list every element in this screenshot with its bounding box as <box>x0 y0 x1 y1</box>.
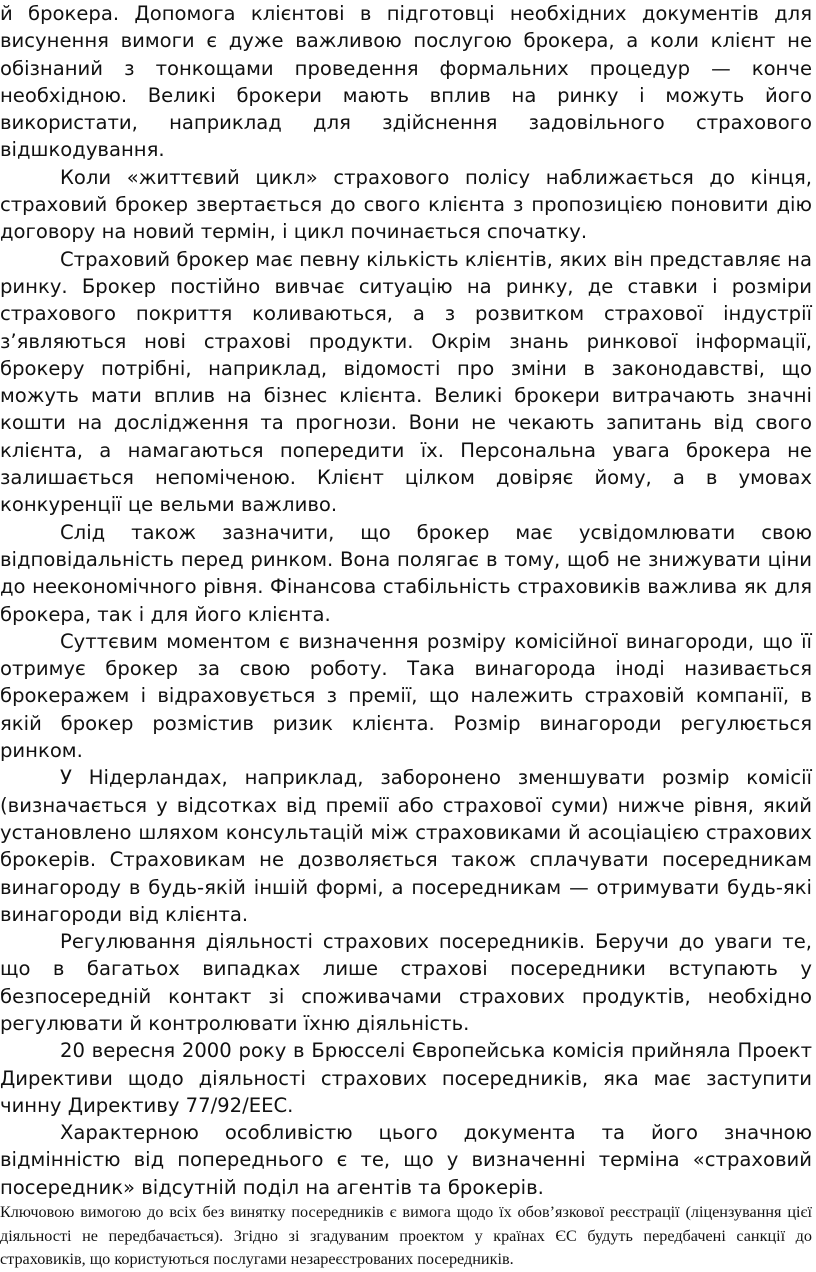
paragraph-broker-clients: Страховий брокер має певну кількість клієнтів, яких він представляє на ринку. Брокер постійно вивчає ситуацію на ринку, де ставки і розміри страхового покриття коливаються, а з розвитком страхової індустрії з’являються нові страхові продукти. Окрім знань ринкової інформації, брокеру потрібні, наприклад, відомості про зміни в законодавстві, що можуть мати вплив на бізнес клієнта. Великі брокери витрачають значні кошти на дослідження та прогнози. Вони не чекають запитань від свого клієнта, а намагаються попередити їх. Персональна увага брокера не залишається непоміченою. Клієнт цілком довіряє йому, а в умовах конкуренції це вельми важливо. <box>0 247 812 517</box>
paragraph-broker-market-responsibility: Слід також зазначити, що брокер має усвідомлювати свою відповідальність перед ринком. Вона полягає в тому, щоб не знижувати ціни до неекономічного рівня. Фінансова стабільність страховиків важлива як для брокера, так і для його клієнта. <box>0 520 812 626</box>
paragraph-document-feature: Характерною особливістю цього документа та його значною відмінністю від попереднього є те, що у визначенні терміна «страховий посередник» відсутній поділ на агентів та брокерів. <box>0 1121 812 1199</box>
paragraph-brussels-directive: 20 вересня 2000 року в Брюсселі Європейська комісія прийняла Проект Директиви щодо діяльності страхових посередників, яка має заступити чинну Директиву 77/92/ЕЕС. <box>0 1039 812 1117</box>
paragraph-commission: Суттєвим моментом є визначення розміру комісійної винагороди, що її отримує брокер за свою роботу. Така винагорода іноді називається брокеражем і відраховується з премії, що належить страховій компанії, в якій брокер розмістив ризик клієнта. Розмір винагороди регулюється ринком. <box>0 629 812 763</box>
paragraph-netherlands: У Нідерландах, наприклад, заборонено зменшувати розмір комісії (визначається у відсотках від премії або страхової суми) нижче рівня, який установлено шляхом консультацій між страховиками й асоціацією страхових брокерів. Страховикам не дозволяється також сплачувати посередникам винагороду в будь-якій іншій формі, а посередникам — отримувати будь-які винагороди від клієнта. <box>0 766 812 926</box>
paragraph-registration: Ключовою вимогою до всіх без винятку посередників є вимога щодо їх обов’язкової реєстрації (ліцензування цієї діяльності не передбачається). Згідно зі згадуваним проектом у країнах ЄС будуть передбачені санкції до страховиків, що користуються послугами незареєстрованих посередників. <box>0 1203 812 1269</box>
paragraph-broker-claims-help: й брокера. Допомога клієнтові в підготовці необхідних документів для висунення вимоги є дуже важливою послугою брокера, а коли клієнт не обізнаний з тонкощами проведення формальних процедур — конче необхідною. Великі брокери мають вплив на ринку і можуть його використати, наприклад для здійснення задовільного страхового відшкодування. <box>0 2 812 162</box>
registration-paragraph-block <box>0 1201 812 1272</box>
paragraph-regulation: Регулювання діяльності страхових посередників. Беручи до уваги те, що в багатьох випадках лише страхові посередники вступають у безпосередній контакт зі споживачами страхових продуктів, необхідно регулювати й контролювати їхню діяльність. <box>0 930 812 1035</box>
paragraph-policy-life-cycle: Коли «життєвий цикл» страхового полісу наближається до кінця, страховий брокер звертається до свого клієнта з пропозицією поновити дію договору на новий термін, і цикл починається спочатку. <box>0 165 812 244</box>
